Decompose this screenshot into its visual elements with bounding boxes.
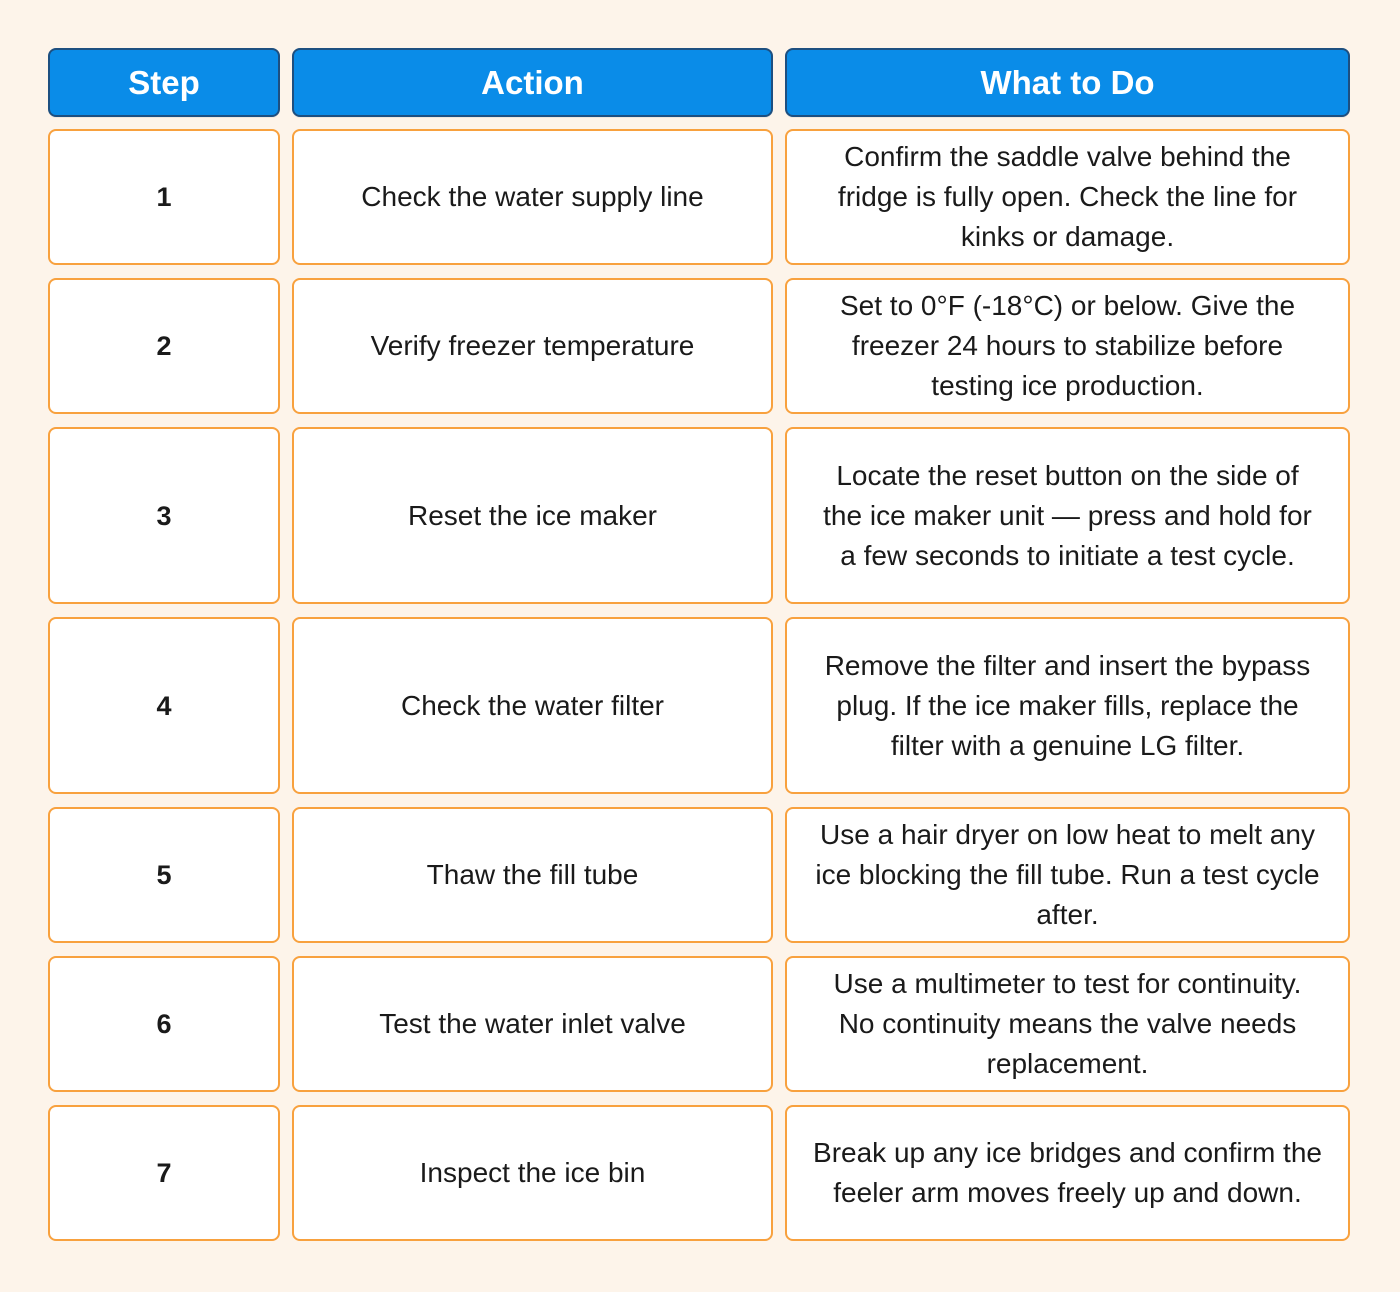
action-cell: Inspect the ice bin (292, 1105, 773, 1241)
table-row (48, 1105, 1352, 1241)
action-cell: Check the water filter (292, 617, 773, 794)
table-row (48, 617, 1352, 794)
table-row (48, 807, 1352, 943)
what-to-do-cell: Locate the reset button on the side of the ice maker unit — press and hold for a few seconds to initiate a test cycle. (785, 427, 1350, 604)
header-action: Action (292, 48, 773, 117)
what-to-do-cell: Remove the filter and insert the bypass plug. If the ice maker fills, replace the filter with a genuine LG filter. (785, 617, 1350, 794)
what-to-do-cell: Set to 0°F (-18°C) or below. Give the freezer 24 hours to stabilize before testing ice production. (785, 278, 1350, 414)
troubleshooting-table (48, 48, 1352, 1254)
what-to-do-cell: Confirm the saddle valve behind the fridge is fully open. Check the line for kinks or damage. (785, 129, 1350, 265)
table-row (48, 278, 1352, 414)
action-cell: Test the water inlet valve (292, 956, 773, 1092)
table-row (48, 129, 1352, 265)
what-to-do-cell: Break up any ice bridges and confirm the feeler arm moves freely up and down. (785, 1105, 1350, 1241)
action-cell: Check the water supply line (292, 129, 773, 265)
step-number: 6 (48, 956, 280, 1092)
step-number: 2 (48, 278, 280, 414)
header-step: Step (48, 48, 280, 117)
action-cell: Reset the ice maker (292, 427, 773, 604)
table-row (48, 956, 1352, 1092)
what-to-do-cell: Use a hair dryer on low heat to melt any ice blocking the fill tube. Run a test cycle after. (785, 807, 1350, 943)
action-cell: Thaw the fill tube (292, 807, 773, 943)
action-cell: Verify freezer temperature (292, 278, 773, 414)
what-to-do-cell: Use a multimeter to test for continuity. No continuity means the valve needs replacement. (785, 956, 1350, 1092)
step-number: 5 (48, 807, 280, 943)
header-what-to-do: What to Do (785, 48, 1350, 117)
step-number: 1 (48, 129, 280, 265)
table-row (48, 427, 1352, 604)
step-number: 4 (48, 617, 280, 794)
table-header-row (48, 48, 1352, 117)
step-number: 7 (48, 1105, 280, 1241)
step-number: 3 (48, 427, 280, 604)
